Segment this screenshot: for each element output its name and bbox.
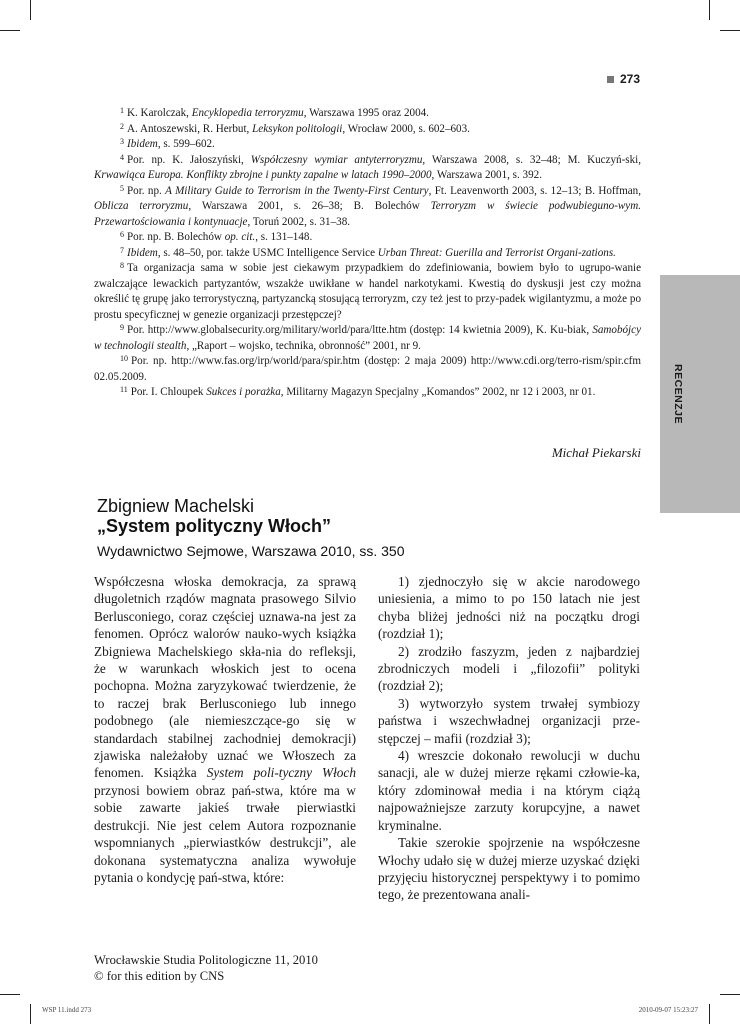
crop-mark — [709, 0, 710, 20]
crop-mark — [720, 30, 740, 31]
print-slug-file: WSP 11.indd 273 — [42, 1006, 92, 1014]
footnote — [94, 106, 641, 122]
footnote — [94, 323, 641, 354]
section-tab-label: RECENZJE — [672, 363, 684, 425]
footnote-text: Por. np. A Military Guide to Terrorism in the Twenty-First Century, Ft. Leavenworth 2003, s. 12–13; B. Hoffman, Oblicza terroryzmu, Warszawa 2001, s. 26–38; B. Bolechów Terroryzm w świecie podwubieguno-wym. Przewartościowania i kontynuacje, Toruń 2002, s. 31–38. — [94, 184, 642, 228]
footnote-number: 11 — [120, 385, 128, 394]
crop-mark — [30, 1004, 31, 1024]
paragraph: 2) zrodziło faszyzm, jeden z najbardziej zbrodniczych modeli i „filozofii” polityki (rozdział 2); — [378, 643, 640, 694]
paragraph: 4) wreszcie dokonało rewolucji w duchu sanacji, ale w dużej mierze rękami człowie-ka, który zdominował media i na którym ciążą najpoważniejsze zarzuty korupcyjne, a nawet kryminalne. — [378, 748, 640, 833]
footnote-text: Por. np. B. Bolechów op. cit., s. 131–148. — [127, 231, 313, 243]
footnote-text: Ta organizacja sama w sobie jest ciekawym przypadkiem do zdefiniowania, bowiem było to ugrupo-wanie zwalczające lewackich partyzantów, wszakże uwikłane w handel narkotykami. Kwestią do dyskusji jest czy można określić tę grupę jako terrorystyczną, partyzancką stosującą terroryzm, czy też jest to przy-padek wigilantyzmu, a może po prostu specyficznej w genezie organizacji przestępczej? — [94, 262, 641, 321]
crop-mark — [30, 0, 31, 20]
copyright-note: © for this edition by CNS — [94, 969, 225, 983]
footnote — [94, 153, 641, 184]
footnotes — [94, 106, 641, 401]
review-text-left-column — [94, 573, 356, 886]
footnote-number: 7 — [120, 245, 124, 255]
crop-mark — [720, 994, 740, 995]
review-text-right-column — [378, 573, 640, 904]
footnote-text: Por. http://www.globalsecurity.org/military/world/para/ltte.htm (dostęp: 14 kwietnia 2009), K. Ku-biak, Samobójcy w technologii stealth, „Raport – wojsko, technika, obronność” 2001, nr 9. — [94, 324, 641, 352]
footnote — [94, 230, 641, 246]
footnote-number: 6 — [120, 230, 124, 239]
footnote-text: Ibidem, s. 48–50, por. także USMC Intelligence Service Urban Threat: Guerilla and Terrorist Organi-zations. — [127, 246, 616, 259]
footnote-text: A. Antoszewski, R. Herbut, Leksykon politologii, Wrocław 2000, s. 602–603. — [127, 122, 470, 135]
footnote-text: Por. np. http://www.fas.org/irp/world/para/spir.htm (dostęp: 2 maja 2009) http://www.cdi.org/terro-rism/spir.cfm 02.05.2009. — [94, 355, 641, 383]
footnote-number: 1 — [120, 106, 124, 115]
footnote-number: 9 — [120, 323, 124, 332]
footnote-number: 10 — [120, 354, 128, 363]
footnote-number: 2 — [120, 121, 124, 131]
crop-mark — [0, 30, 20, 31]
paragraph: 1) zjednoczyło się w akcie narodowego uniesienia, a mimo to po 150 latach nie jest chyba bliżej jedności niż na początku drogi (rozdział 1); — [378, 574, 640, 642]
footnote-text: K. Karolczak, Encyklopedia terroryzmu, Warszawa 1995 oraz 2004. — [127, 107, 429, 119]
crop-mark — [709, 1004, 710, 1024]
footnote-number: 3 — [120, 137, 124, 146]
paragraph: Współczesna włoska demokracja, za sprawą długoletnich rządów magnata prasowego Silvio Berlusconiego, coraz częściej uznawa-na jest za fenomen. Oprócz walorów nauko-wych książka Zbigniewa Machelskiego skła-nia do refleksji, że w warunkach włoskich jest to ocena pochopna. Można zaryzykować twierdzenie, że to raczej brak Berlusconiego lub innego podobnego (ale niemieszczące-go się w standardach stabilnej zachodniej demokracji) zjawiska należałoby uznać we Włoszech za fenomen. Książka System poli-tyczny Włoch przynosi bowiem obraz pań-stwa, które ma w sobie zawarte jakieś trwałe pierwiastki destrukcji. Nie jest celem Autora rozpoznanie wspomnianych „pierwiastków destrukcji”, ale dokonana systematyczna analiza wywołuje pytania o kondycję pań-stwa, które: — [94, 574, 356, 885]
review-publisher: Wydawnictwo Sejmowe, Warszawa 2010, ss. 350 — [97, 543, 405, 559]
footnote — [94, 184, 641, 231]
footnote — [94, 354, 641, 385]
footnote — [94, 385, 641, 401]
footnote — [94, 122, 641, 138]
footnote-text: Por. np. K. Jałoszyński, Współczesny wymiar antyterroryzmu, Warszawa 2008, s. 32–48; M. Kuczyń-ski, Krwawiąca Europa. Konflikty zbrojne i punkty zapalne w latach 1990–2000, Warszawa 2001, s. 392. — [94, 153, 642, 181]
page-number-text: 273 — [619, 72, 640, 86]
page-number — [607, 72, 640, 86]
review-book-title: „System polityczny Włoch” — [97, 516, 332, 536]
journal-footer — [94, 952, 318, 984]
footnote — [94, 246, 641, 262]
journal-name: Wrocławskie Studia Politologiczne 11, 2010 — [94, 953, 318, 967]
footnote-text: Por. I. Chloupek Sukces i porażka, Militarny Magazyn Specjalny „Komandos” 2002, nr 12 i 2003, nr 01. — [130, 386, 596, 398]
footnote-number: 5 — [120, 183, 124, 193]
review-author: Zbigniew Machelski — [97, 496, 255, 516]
paragraph: Takie szerokie spojrzenie na współczesne Włochy udało się w dużej mierze uzyskać dzięki przyjęciu historycznej perspektywy i to pomimo tego, że prezentowana anali- — [378, 835, 640, 903]
square-marker-icon — [607, 76, 614, 83]
crop-mark — [0, 994, 20, 995]
footnote — [94, 261, 641, 323]
paragraph: 3) wytworzyło system trwałej symbiozy państwa i wszechwładnej organizacji prze-stępczej – mafii (rozdział 3); — [378, 695, 640, 746]
footnote-text: Ibidem, s. 599–602. — [127, 138, 215, 150]
review-signature: Michał Piekarski — [551, 445, 641, 460]
footnote-number: 4 — [120, 152, 124, 162]
print-slug-date: 2010-09-07 15:23:27 — [638, 1006, 698, 1014]
footnote-number: 8 — [120, 261, 124, 270]
footnote — [94, 137, 641, 153]
